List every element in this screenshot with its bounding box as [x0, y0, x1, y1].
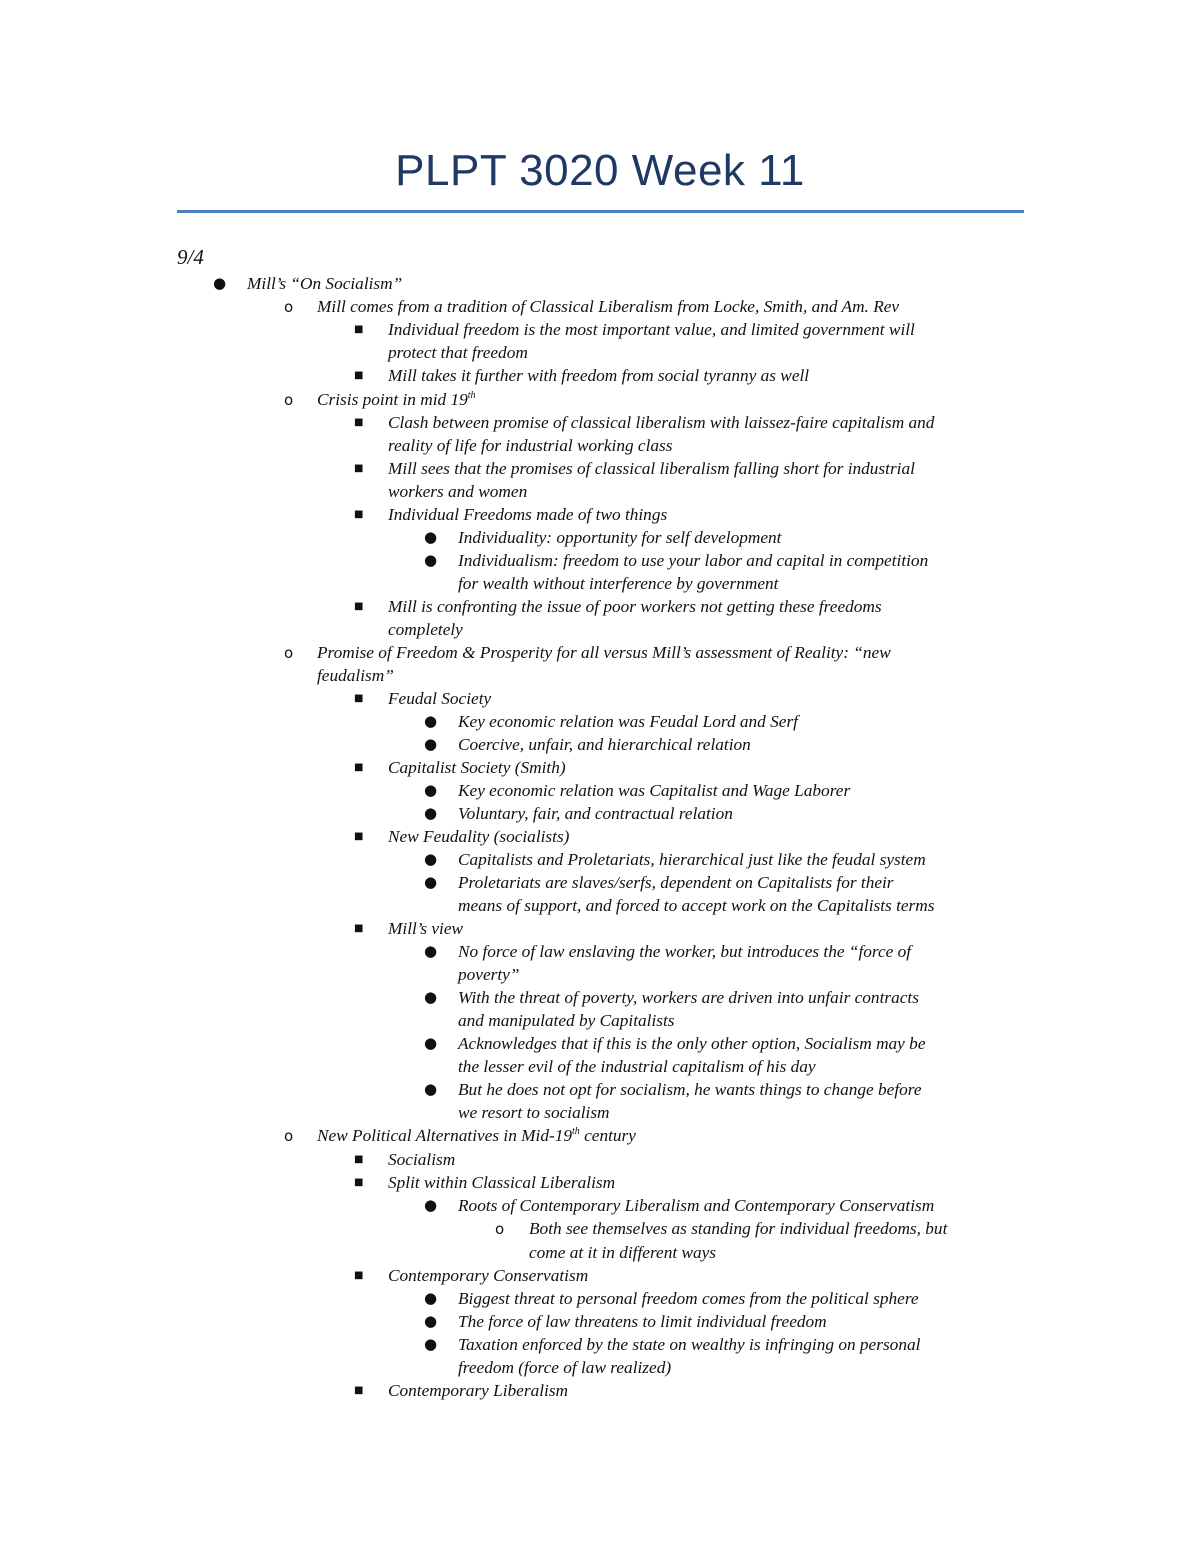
outline-item: Feudal Society [388, 689, 492, 708]
circle-bullet-icon: o [284, 298, 294, 316]
circle-bullet-icon: o [284, 644, 294, 662]
disc-bullet-icon: ● [424, 1335, 438, 1353]
disc-bullet-icon: ● [424, 712, 438, 730]
outline-item: Socialism [388, 1150, 456, 1169]
outline-item: Capitalists and Proletariats, hierarchical just like the feudal system [458, 850, 926, 869]
square-bullet-icon: ■ [354, 1385, 364, 1396]
outline-item: New Political Alternatives in Mid-19th century [317, 1126, 636, 1145]
outline-item: Proletariats are slaves/serfs, dependent on Capitalists for their [458, 873, 894, 892]
outline-item: Contemporary Conservatism [388, 1266, 589, 1285]
outline-item: Split within Classical Liberalism [388, 1173, 616, 1192]
outline-item: Capitalist Society (Smith) [388, 758, 566, 777]
disc-bullet-icon: ● [213, 274, 227, 292]
disc-bullet-icon: ● [424, 873, 438, 891]
outline-item: Voluntary, fair, and contractual relation [458, 804, 733, 823]
outline-item: Mill is confronting the issue of poor workers not getting these freedoms [388, 597, 882, 616]
outline-item-continued: completely [388, 620, 463, 639]
outline-item-continued: for wealth without interference by government [458, 574, 779, 593]
disc-bullet-icon: ● [424, 551, 438, 569]
outline-item-continued: freedom (force of law realized) [458, 1358, 672, 1377]
disc-bullet-icon: ● [424, 735, 438, 753]
outline-item: Biggest threat to personal freedom comes from the political sphere [458, 1289, 919, 1308]
outline-item: No force of law enslaving the worker, but introduces the “force of [458, 942, 912, 961]
outline-item-continued: we resort to socialism [458, 1103, 610, 1122]
outline-item-continued: poverty” [458, 965, 520, 984]
page-title: PLPT 3020 Week 11 [395, 146, 805, 195]
square-bullet-icon: ■ [354, 1154, 364, 1165]
outline-item: Taxation enforced by the state on wealthy is infringing on personal [458, 1335, 921, 1354]
outline-item-continued: and manipulated by Capitalists [458, 1011, 675, 1030]
square-bullet-icon: ■ [354, 1270, 364, 1281]
outline-item: With the threat of poverty, workers are driven into unfair contracts [458, 988, 919, 1007]
disc-bullet-icon: ● [424, 1196, 438, 1214]
outline-item: Contemporary Liberalism [388, 1381, 569, 1400]
disc-bullet-icon: ● [424, 781, 438, 799]
outline-item: Roots of Contemporary Liberalism and Contemporary Conservatism [458, 1196, 935, 1215]
outline-item-continued: workers and women [388, 482, 528, 501]
disc-bullet-icon: ● [424, 988, 438, 1006]
outline-item: Individual freedom is the most important value, and limited government will [388, 320, 915, 339]
outline-item: Acknowledges that if this is the only other option, Socialism may be [458, 1034, 926, 1053]
circle-bullet-icon: o [284, 391, 294, 409]
square-bullet-icon: ■ [354, 417, 364, 428]
outline-item: Crisis point in mid 19th [317, 390, 476, 409]
outline-item: Individualism: freedom to use your labor and capital in competition [458, 551, 929, 570]
outline-item-continued: means of support, and forced to accept work on the Capitalists terms [458, 896, 935, 915]
title-underline [177, 210, 1024, 213]
square-bullet-icon: ■ [354, 831, 364, 842]
square-bullet-icon: ■ [354, 923, 364, 934]
square-bullet-icon: ■ [354, 1177, 364, 1188]
circle-bullet-icon: o [495, 1220, 505, 1238]
outline-item: Key economic relation was Feudal Lord and Serf [458, 712, 798, 731]
disc-bullet-icon: ● [424, 1034, 438, 1052]
square-bullet-icon: ■ [354, 324, 364, 335]
outline-item: But he does not opt for socialism, he wants things to change before [458, 1080, 922, 1099]
square-bullet-icon: ■ [354, 463, 364, 474]
outline-item: Individuality: opportunity for self development [458, 528, 782, 547]
square-bullet-icon: ■ [354, 762, 364, 773]
outline-item-continued: reality of life for industrial working class [388, 436, 673, 455]
outline-item: Mill takes it further with freedom from social tyranny as well [388, 366, 810, 385]
disc-bullet-icon: ● [424, 804, 438, 822]
square-bullet-icon: ■ [354, 693, 364, 704]
outline-item: Both see themselves as standing for individual freedoms, but [529, 1219, 948, 1238]
outline-item-continued: feudalism” [317, 666, 394, 685]
outline-item-continued: the lesser evil of the industrial capitalism of his day [458, 1057, 816, 1076]
square-bullet-icon: ■ [354, 370, 364, 381]
outline-item-continued: come at it in different ways [529, 1243, 717, 1262]
disc-bullet-icon: ● [424, 1080, 438, 1098]
outline-item: New Feudality (socialists) [388, 827, 570, 846]
outline-item: Individual Freedoms made of two things [388, 505, 668, 524]
disc-bullet-icon: ● [424, 528, 438, 546]
outline-item: Key economic relation was Capitalist and Wage Laborer [458, 781, 851, 800]
disc-bullet-icon: ● [424, 942, 438, 960]
disc-bullet-icon: ● [424, 1312, 438, 1330]
outline-item: Mill sees that the promises of classical liberalism falling short for industrial [388, 459, 915, 478]
outline-item: Mill’s “On Socialism” [247, 274, 403, 293]
outline-item: Clash between promise of classical liberalism with laissez-faire capitalism and [388, 413, 935, 432]
outline-item: Mill comes from a tradition of Classical Liberalism from Locke, Smith, and Am. Rev [317, 297, 900, 316]
outline-item: Coercive, unfair, and hierarchical relation [458, 735, 751, 754]
circle-bullet-icon: o [284, 1127, 294, 1145]
outline-item: The force of law threatens to limit individual freedom [458, 1312, 827, 1331]
disc-bullet-icon: ● [424, 850, 438, 868]
date-heading: 9/4 [177, 245, 204, 269]
square-bullet-icon: ■ [354, 601, 364, 612]
disc-bullet-icon: ● [424, 1289, 438, 1307]
outline-item: Mill’s view [388, 919, 464, 938]
outline-item: Promise of Freedom & Prosperity for all versus Mill’s assessment of Reality: “new [317, 643, 891, 662]
square-bullet-icon: ■ [354, 509, 364, 520]
outline-item-continued: protect that freedom [388, 343, 528, 362]
